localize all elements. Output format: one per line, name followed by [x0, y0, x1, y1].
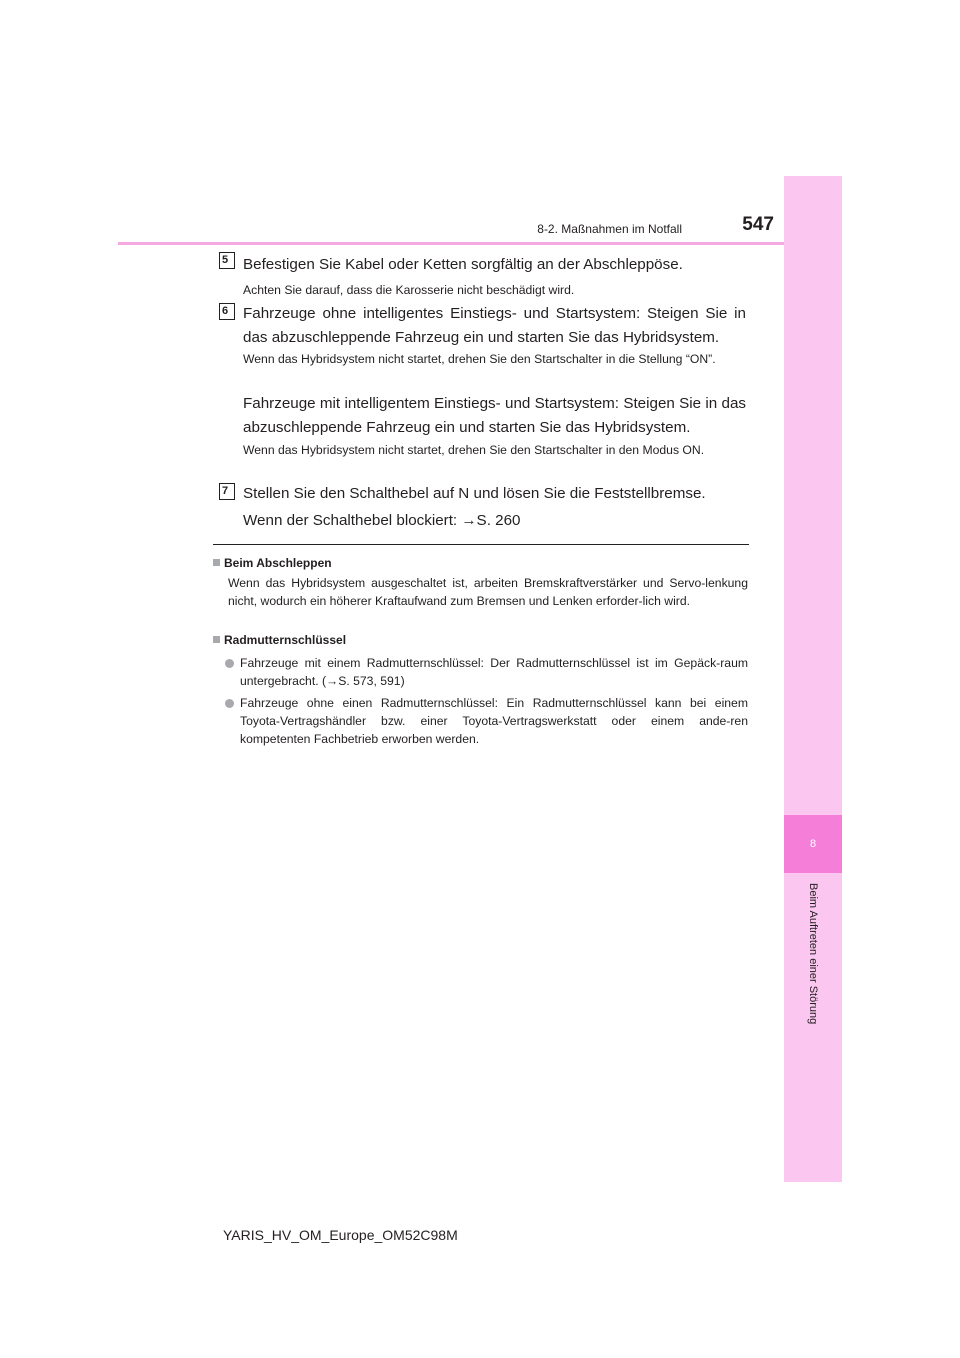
notice-towing-text: Wenn das Hybridsystem ausgeschaltet ist, arbeiten Bremskraftverstärker und Servo-lenkung nicht, wodurch ein höherer Kraftaufwand zum Bremsen und Lenken erforder-lich wird.	[228, 576, 748, 608]
step-number-5: 5	[219, 252, 235, 269]
header-rule	[118, 242, 784, 245]
notice-separator	[213, 544, 749, 545]
circle-bullet-icon	[225, 659, 234, 668]
chapter-number-tab: 8	[784, 815, 842, 873]
circle-bullet-icon	[225, 699, 234, 708]
step-6-text: Fahrzeuge ohne intelligentes Einstiegs- und Startsystem: Steigen Sie in das abzuschleppende Fahrzeug ein und starten Sie das Hybridsystem.	[243, 305, 746, 346]
step-7-text: Stellen Sie den Schalthebel auf N und lösen Sie die Feststellbremse.	[243, 485, 706, 502]
step-7-reference: Wenn der Schalthebel blockiert: →S. 260	[243, 512, 521, 529]
step-5-note: Achten Sie darauf, dass die Karosserie nicht beschädigt wird.	[243, 283, 575, 297]
wrench-bullet-2: Fahrzeuge ohne einen Radmutternschlüssel: Ein Radmutternschlüssel kann bei einem Toyota-Vertragshändler bzw. einer Toyota-Vertragswerkstatt oder einem ande-ren kompetenten Fachbetrieb erworben werden.	[240, 696, 748, 746]
notice-heading-wheel-nut-wrench: Radmutternschlüssel	[213, 632, 346, 648]
step-number-7: 7	[219, 483, 235, 500]
document-id: YARIS_HV_OM_Europe_OM52C98M	[223, 1227, 458, 1243]
step-6-text-alt: Fahrzeuge mit intelligentem Einstiegs- und Startsystem: Steigen Sie in das abzuschleppende Fahrzeug ein und starten Sie das Hybridsystem.	[243, 395, 746, 436]
step-5-text: Befestigen Sie Kabel oder Ketten sorgfältig an der Abschleppöse.	[243, 256, 683, 273]
chapter-title-vertical: Beim Auftreten einer Störung	[807, 883, 819, 1025]
section-title: 8-2. Maßnahmen im Notfall	[537, 222, 682, 236]
step-6-note: Wenn das Hybridsystem nicht startet, drehen Sie den Startschalter in die Stellung “ON”.	[243, 352, 716, 366]
notice-heading-towing: Beim Abschleppen	[213, 555, 332, 571]
square-bullet-icon	[213, 559, 220, 566]
step-number-6: 6	[219, 303, 235, 320]
wrench-bullet-1: Fahrzeuge mit einem Radmutternschlüssel: Der Radmutternschlüssel ist im Gepäck-raum untergebracht. (→S. 573, 591)	[240, 656, 748, 688]
step-6-note-alt: Wenn das Hybridsystem nicht startet, drehen Sie den Startschalter in den Modus ON.	[243, 443, 705, 457]
square-bullet-icon	[213, 636, 220, 643]
page-number: 547	[742, 214, 774, 235]
